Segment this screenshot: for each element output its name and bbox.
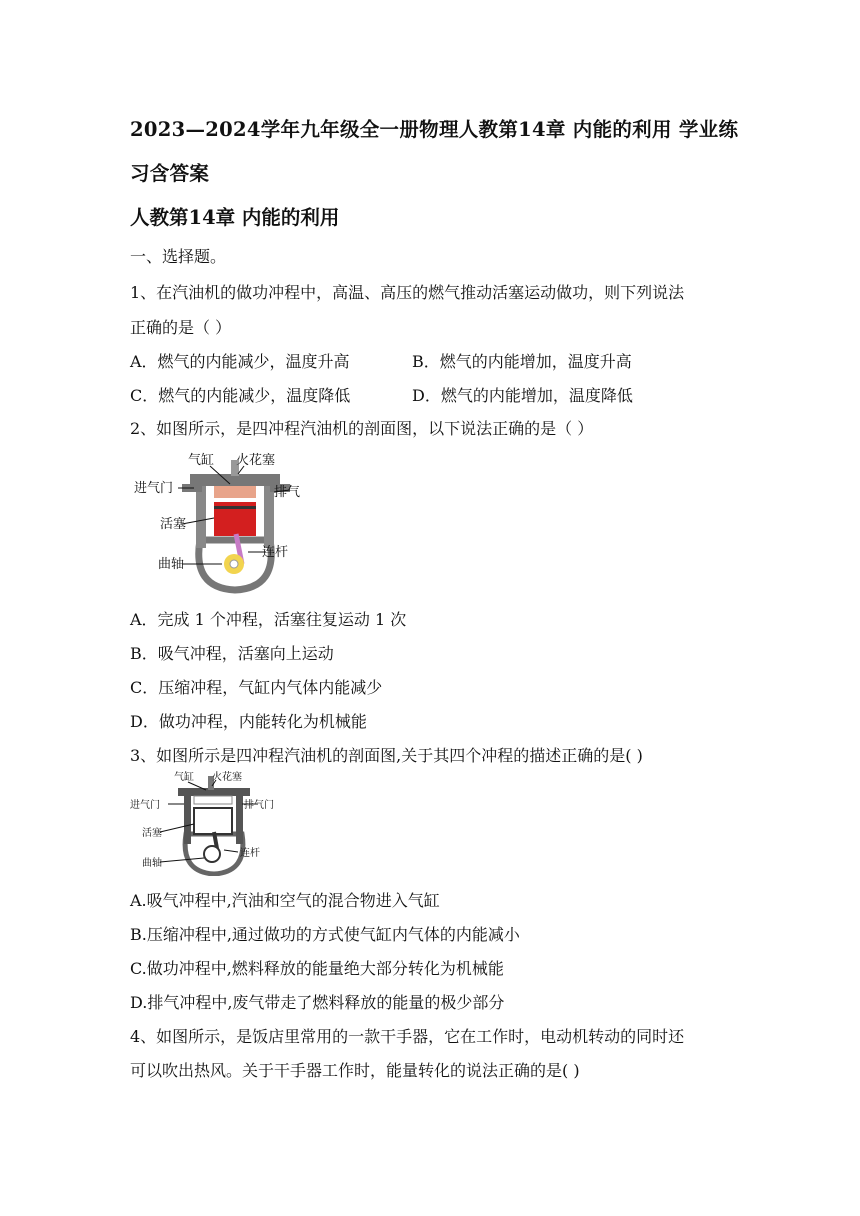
q1-option-a: A．燃气的内能减少，温度升高 <box>130 352 350 371</box>
q3-label-crank: 曲轴 <box>142 858 162 869</box>
q3-label-exhaust: 排气门 <box>244 800 274 811</box>
q1-option-b: B．燃气的内能增加，温度升高 <box>412 352 632 371</box>
q1-option-c: C．燃气的内能减少，温度降低 <box>130 386 351 405</box>
q2-label-spark: 火花塞 <box>236 453 276 468</box>
q3-label-piston: 活塞 <box>142 828 162 839</box>
q1-option-d: D．燃气的内能增加，温度降低 <box>412 386 633 405</box>
q1-stem-line2: 正确的是（ ） <box>130 318 232 337</box>
q1-stem-line1: 1、在汽油机的做功冲程中，高温、高压的燃气推动活塞运动做功，则下列说法 <box>130 283 685 302</box>
q2-label-rod: 连杆 <box>262 545 289 560</box>
q2-label-intake: 进气门 <box>134 481 174 496</box>
q2-option-d: D．做功冲程，内能转化为机械能 <box>130 712 367 731</box>
q2-label-crank: 曲轴 <box>158 557 185 572</box>
q2-option-b: B．吸气冲程，活塞向上运动 <box>130 644 334 663</box>
q2-stem: 2、如图所示，是四冲程汽油机的剖面图，以下说法正确的是（ ） <box>130 419 594 438</box>
q3-label-spark: 火花塞 <box>212 772 242 783</box>
chapter-subtitle: 人教第14章 内能的利用 <box>130 206 340 229</box>
q3-option-c: C.做功冲程中,燃料释放的能量绝大部分转化为机械能 <box>130 959 504 978</box>
q2-option-a: A．完成 1 个冲程，活塞往复运动 1 次 <box>130 610 407 629</box>
q2-option-c: C．压缩冲程，气缸内气体内能减少 <box>130 678 383 697</box>
q3-option-d: D.排气冲程中,废气带走了燃料释放的能量的极少部分 <box>130 993 505 1012</box>
q4-stem-line1: 4、如图所示，是饭店里常用的一款干手器，它在工作时，电动机转动的同时还 <box>130 1027 685 1046</box>
document-title: 2023—2024学年九年级全一册物理人教第14章 内能的利用 学业练习含答案 <box>130 118 739 185</box>
q3-option-a: A.吸气冲程中,汽油和空气的混合物进入气缸 <box>130 891 440 910</box>
q3-option-b: B.压缩冲程中,通过做功的方式使气缸内气体的内能减小 <box>130 925 520 944</box>
q2-label-exhaust: 排气 <box>274 485 301 500</box>
section-heading: 一、选择题。 <box>130 247 227 266</box>
q2-label-piston: 活塞 <box>160 517 187 532</box>
q3-label-rod: 连杆 <box>240 848 260 859</box>
q3-label-intake: 进气门 <box>130 800 160 811</box>
q3-label-cylinder: 气缸 <box>174 772 194 783</box>
q3-engine-diagram <box>128 768 278 876</box>
q4-stem-line2: 可以吹出热风。关于干手器工作时，能量转化的说法正确的是( ) <box>130 1061 580 1080</box>
q3-stem: 3、如图所示是四冲程汽油机的剖面图,关于其四个冲程的描述正确的是( ) <box>130 746 643 765</box>
q2-label-cylinder: 气缸 <box>188 453 215 468</box>
q2-engine-diagram <box>130 448 310 596</box>
